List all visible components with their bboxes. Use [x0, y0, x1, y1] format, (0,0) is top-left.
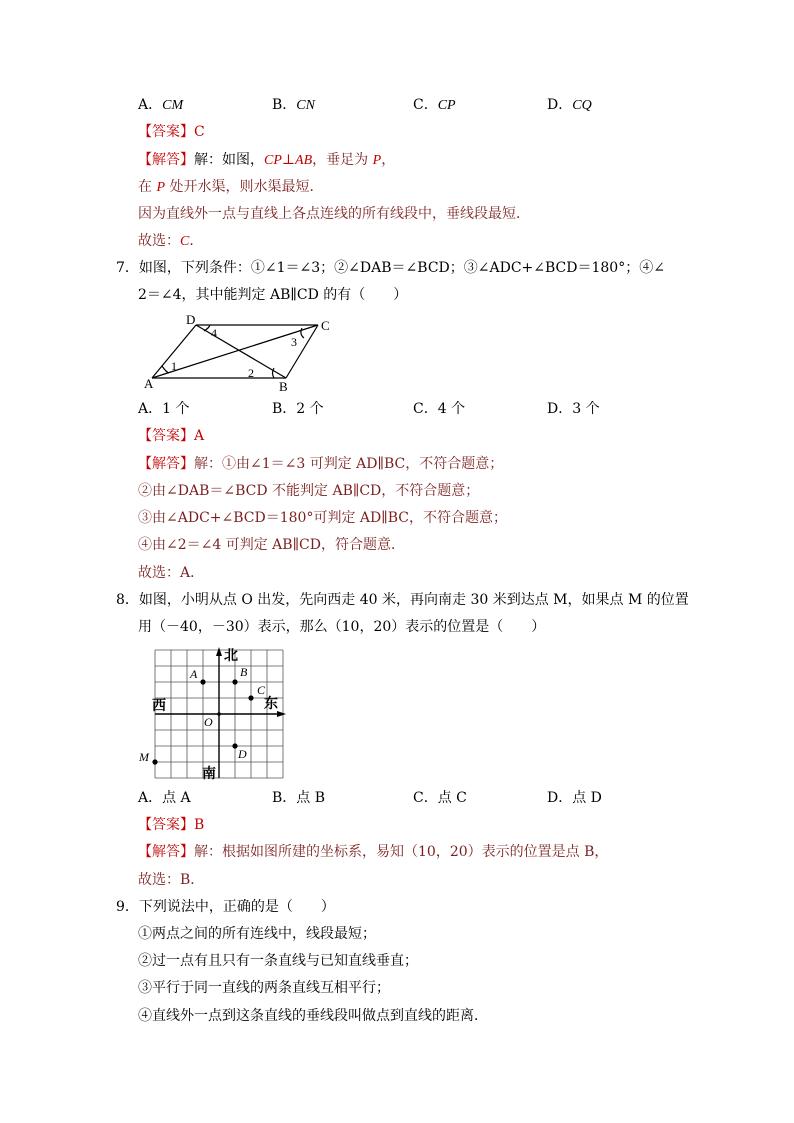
q6-explain-line2: 在 P 处开水渠，则水渠最短．: [138, 179, 324, 195]
q6-option-d: D．CQ: [547, 97, 592, 113]
q7-stem-line2: 2＝∠4，其中能判定 AB∥CD 的有（ ）: [138, 287, 408, 303]
q9-statement-4: ④直线外一点到这条直线的垂线段叫做点到直线的距离．: [138, 1008, 488, 1024]
q6-explain-line3: 因为直线外一点与直线上各点连线的所有线段中，垂线段最短．: [138, 206, 530, 222]
q7-choose: 故选：A．: [138, 565, 205, 581]
q9-statement-1: ①两点之间的所有连线中，线段最短；: [138, 926, 376, 942]
q8-answer: 【答案】B: [138, 817, 205, 833]
q7-explain-line3: ③由∠ADC+∠BCD＝180°可判定 AD∥BC，不符合题意；: [138, 510, 507, 526]
point-O: O: [204, 715, 213, 729]
q6-answer: 【答案】C: [138, 124, 205, 140]
angle-2: 2: [248, 366, 254, 380]
dir-north: 北: [224, 649, 238, 664]
angle-4: 4: [211, 326, 217, 340]
q8-explain-line1: 【解答】解：根据如图所建的坐标系，易知（10，20）表示的位置是点 B，: [138, 844, 609, 860]
q8-stem-line2: 用（－40，－30）表示，那么（10，20）表示的位置是（ ）: [138, 619, 546, 635]
q8-option-b: B．点 B: [272, 790, 326, 806]
q7-option-a: A．1 个: [138, 401, 190, 417]
q6-option-b: B．CN: [272, 97, 315, 113]
q6-option-a: A．CM: [138, 97, 184, 113]
q7-explain-line2: ②由∠DAB＝∠BCD 不能判定 AB∥CD，不符合题意；: [138, 483, 480, 499]
q9-statement-3: ③平行于同一直线的两条直线互相平行；: [138, 980, 390, 996]
dir-west: 西: [152, 699, 166, 714]
q7-stem-line1: 7．如图，下列条件：①∠1＝∠3；②∠DAB＝∠BCD；③∠ADC+∠BCD＝180°；④∠: [116, 260, 665, 276]
q7-option-c: C．4 个: [413, 401, 466, 417]
label-C: C: [321, 318, 330, 333]
label-B: B: [279, 379, 288, 392]
q8-option-d: D．点 D: [547, 790, 602, 806]
label-D: D: [186, 312, 196, 327]
q6-explain-line1: 【解答】解：如图，CP⊥AB，垂足为 P，: [138, 152, 396, 168]
q7-explain-line1: 【解答】解：①由∠1＝∠3 可判定 AD∥BC，不符合题意；: [138, 456, 504, 472]
q8-option-a: A．点 A: [138, 790, 191, 806]
angle-3: 3: [291, 335, 297, 349]
point-A: A: [190, 667, 198, 681]
point-B: B: [240, 665, 248, 679]
q6-option-c: C．CP: [413, 97, 456, 113]
q8-choose: 故选：B．: [138, 872, 205, 888]
q8-figure-grid: [136, 644, 292, 782]
q7-explain-line4: ④由∠2＝∠4 可判定 AB∥CD，符合题意．: [138, 537, 405, 553]
point-D: D: [238, 747, 247, 761]
label-A: A: [144, 376, 154, 391]
angle-1: 1: [171, 359, 177, 373]
q7-answer: 【答案】A: [138, 428, 205, 444]
q9-stem: 9．下列说法中，正确的是（ ）: [116, 899, 335, 915]
q8-option-c: C．点 C: [413, 790, 467, 806]
q8-stem-line1: 8．如图，小明从点 O 出发，先向西走 40 米，再向南走 30 米到达点 M，如果点 M 的位置: [116, 592, 689, 608]
dir-east: 东: [264, 697, 278, 712]
point-C: C: [257, 683, 266, 697]
q7-option-d: D．3 个: [547, 401, 600, 417]
q6-choose: 故选：C．: [138, 233, 204, 249]
q9-statement-2: ②过一点有且只有一条直线与已知直线垂直；: [138, 953, 418, 969]
q7-option-b: B．2 个: [272, 401, 324, 417]
dir-south: 南: [202, 767, 216, 782]
point-M: M: [139, 750, 149, 764]
q7-figure-parallelogram: [136, 310, 336, 392]
